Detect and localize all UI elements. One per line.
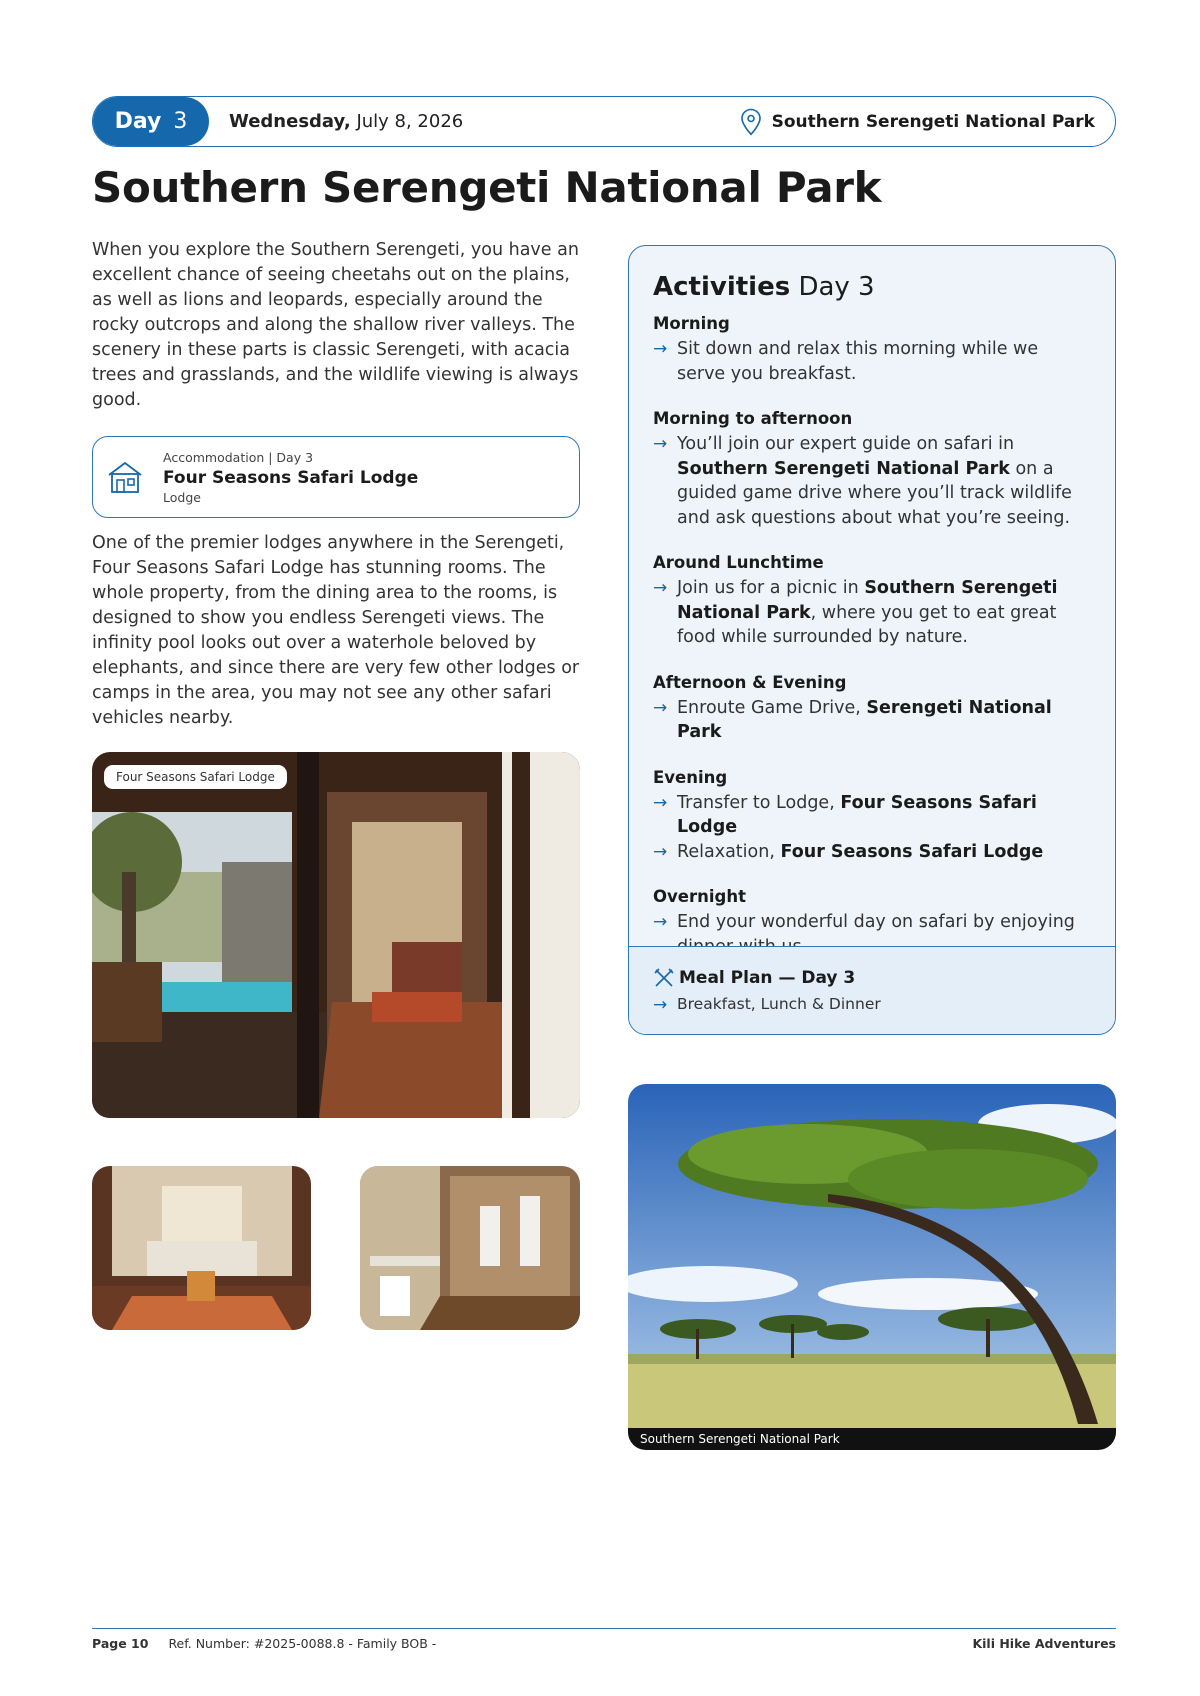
meal-plan-heading: [653, 967, 1091, 989]
arrow-right-icon: →: [653, 578, 668, 598]
activity-heading: Afternoon & Evening: [653, 672, 847, 692]
bathroom-image: [360, 1166, 580, 1330]
activity-item: [653, 840, 1091, 865]
lodge-photo-main: [92, 752, 580, 1118]
page-title: Southern Serengeti National Park: [92, 163, 882, 212]
activity-text: Relaxation,: [677, 841, 781, 862]
activity-heading: Around Lunchtime: [653, 553, 824, 572]
reference-number: Ref. Number: #2025-0088.8 - Family BOB -: [168, 1636, 437, 1651]
activity-place: Southern Serengeti National Park: [677, 458, 1010, 479]
activities-panel: [628, 245, 1116, 1035]
activities-title-bold: Activities: [653, 272, 791, 302]
location-name: Southern Serengeti National Park: [771, 111, 1095, 132]
accommodation-card[interactable]: [92, 436, 580, 518]
meal-plan-meals: Breakfast, Lunch & Dinner: [677, 995, 881, 1013]
activity-heading: Morning: [653, 314, 730, 333]
footer-divider: [92, 1628, 1116, 1629]
activity-place: Southern Serengeti National Park: [677, 578, 1058, 623]
activity-block: [653, 768, 1091, 865]
accommodation-info: [163, 450, 418, 505]
meal-plan-section: [629, 946, 1115, 1035]
activity-place: Four Seasons Safari Lodge: [780, 841, 1044, 862]
day-number: 3: [173, 109, 188, 134]
bedroom-image: [92, 1166, 311, 1330]
serengeti-photo: [628, 1084, 1116, 1450]
activities-title-day: Day 3: [798, 272, 875, 302]
brand-name: Kili Hike Adventures: [972, 1636, 1116, 1651]
photo-caption: Southern Serengeti National Park: [628, 1428, 1116, 1450]
arrow-right-icon: →: [653, 339, 668, 359]
arrow-right-icon: →: [653, 697, 668, 718]
day-location: [740, 108, 1095, 136]
activity-text: End your wonderful day on safari by enjoying: [677, 912, 1075, 932]
arrow-right-icon: →: [653, 841, 668, 862]
day-badge: [93, 97, 209, 146]
activity-heading: Overnight: [653, 887, 746, 906]
lodge-description: One of the premier lodges anywhere in the Serengeti, Four Seasons Safari Lodge has stunning rooms. The whole property, from the dining area to the rooms, is designed to show you endless Serengeti views. The infinity pool looks out over a waterhole beloved by elephants, and since there are very few other lodges or camps in the area, you may not see any other safari vehicles nearby.: [92, 533, 580, 728]
lodge-room-image: [92, 752, 580, 1118]
day-label: Day: [114, 109, 162, 134]
cutlery-icon: [653, 967, 675, 989]
accommodation-type: Lodge: [163, 489, 201, 505]
acacia-tree-image: [628, 1084, 1116, 1450]
arrow-right-icon: →: [653, 792, 668, 813]
activity-text: Join us for a picnic in: [677, 578, 865, 598]
activity-heading: Morning to afternoon: [653, 409, 853, 428]
activity-block: [653, 314, 1091, 386]
day-date: [229, 111, 463, 132]
location-pin-icon: [740, 108, 762, 136]
activity-block: [653, 409, 1091, 530]
date: July 8, 2026: [356, 111, 464, 132]
house-icon: [107, 460, 143, 494]
activity-text: Transfer to Lodge,: [677, 792, 841, 813]
activity-item: [653, 576, 1091, 650]
arrow-right-icon: →: [653, 912, 668, 932]
activity-text: Enroute Game Drive,: [677, 697, 867, 718]
accommodation-name: Four Seasons Safari Lodge: [163, 467, 419, 488]
activity-block: [653, 553, 1091, 650]
photo-badge: Four Seasons Safari Lodge: [104, 765, 287, 789]
lodge-photo-bedroom: [92, 1166, 311, 1330]
activity-block: [653, 673, 1091, 745]
accommodation-meta: Accommodation | Day 3: [163, 449, 314, 465]
page-footer: [92, 1636, 1116, 1651]
activity-text: , where you get to eat great food while surrounded by nature.: [677, 602, 1057, 647]
meal-plan-title: Meal Plan — Day 3: [679, 968, 856, 988]
day-header-bar: [92, 96, 1116, 147]
activity-place: Serengeti National Park: [677, 697, 1052, 742]
arrow-right-icon: →: [653, 995, 668, 1015]
page-number: Page 10: [92, 1636, 149, 1651]
weekday: Wednesday,: [229, 111, 351, 132]
activity-text: You’ll join our expert guide on safari in: [677, 434, 1015, 454]
activity-text: Sit down and relax this morning while we serve you breakfast.: [677, 339, 1039, 384]
meal-plan-item: [653, 995, 1091, 1015]
activity-item: [653, 791, 1091, 840]
activity-item: [653, 696, 1091, 745]
activity-text: on a guided game drive where you’ll track wildlife and ask questions about what you’re seeing.: [677, 458, 1072, 528]
activities-title: [653, 272, 1091, 302]
arrow-right-icon: →: [653, 434, 668, 454]
activity-item: [653, 337, 1091, 386]
intro-paragraph: When you explore the Southern Serengeti, you have an excellent chance of seeing cheetahs out on the plains, as well as lions and leopards, especially around the rocky outcrops and along the shallow river valleys. The scenery in these parts is classic Serengeti, with acacia trees and grasslands, and the wildlife viewing is always good.: [92, 240, 579, 410]
activity-item: [653, 432, 1091, 530]
activity-heading: Evening: [653, 767, 728, 787]
activity-place: Four Seasons Safari Lodge: [677, 792, 1037, 837]
lodge-photo-bathroom: [360, 1166, 580, 1330]
